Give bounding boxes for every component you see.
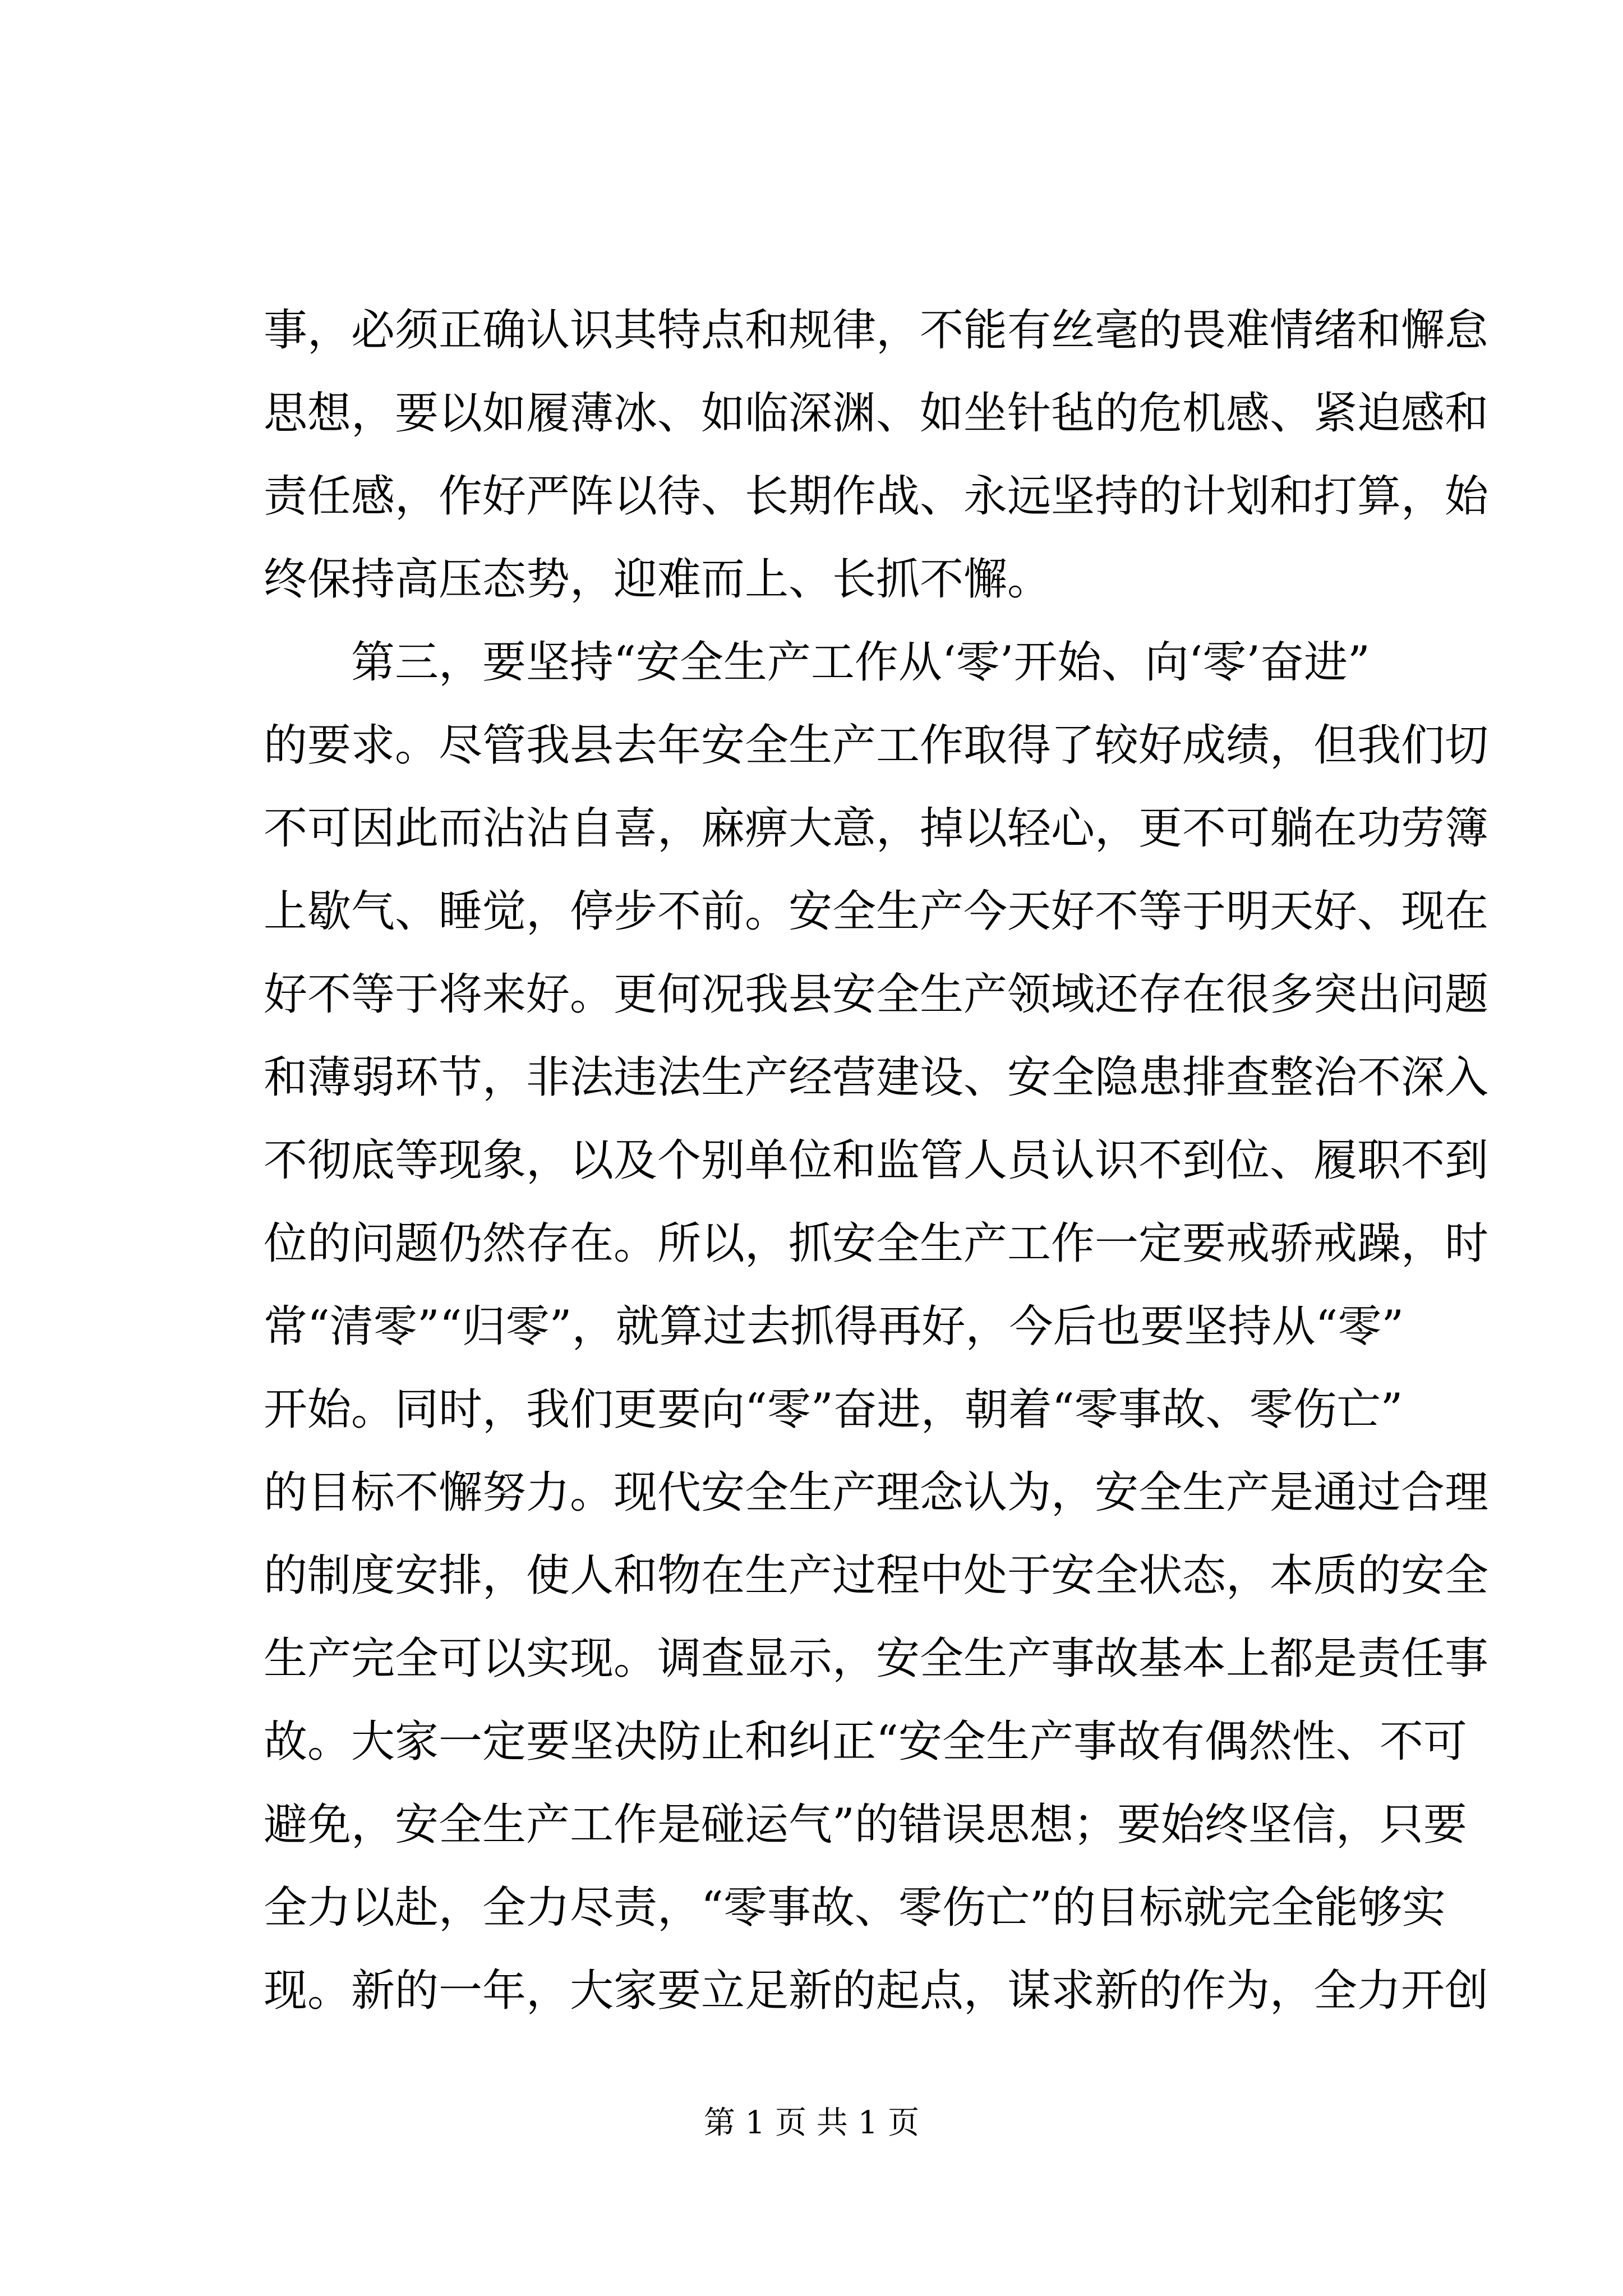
text-line: 终保持高压态势，迎难而上、长抓不懈。 [264,554,1052,605]
text-line: 现。新的一年，大家要立足新的起点，谋求新的作为，全力开创 [264,1966,1489,2016]
text-line: 故。大家一定要坚决防止和纠正“安全生产事故有偶然性、不可 [264,1717,1467,1767]
page-number-label: 第 1 页 共 1 页 [703,2105,920,2141]
text-line: 的制度安排，使人和物在生产过程中处于安全状态，本质的安全 [264,1550,1489,1601]
text-line: 位的问题仍然存在。所以，抓安全生产工作一定要戒骄戒躁，时 [264,1218,1489,1269]
text-line: 不可因此而沾沾自喜，麻痹大意，掉以轻心，更不可躺在功劳簿 [264,803,1489,854]
text-line: 好不等于将来好。更何况我县安全生产领域还存在很多突出问题 [264,969,1489,1020]
body-text [264,289,1489,2032]
text-line: 第三，要坚持“安全生产工作从‘零’开始、向‘零’奋进” [264,637,1370,688]
text-line: 生产完全可以实现。调查显示，安全生产事故基本上都是责任事 [264,1634,1489,1684]
text-line: 常“清零”“归零”，就算过去抓得再好，今后也要坚持从“零” [264,1301,1404,1352]
text-line: 不彻底等现象，以及个别单位和监管人员认识不到位、履职不到 [264,1135,1489,1186]
text-line: 责任感，作好严阵以待、长期作战、永远坚持的计划和打算，始 [264,471,1489,522]
page-footer [0,2101,1623,2146]
text-line: 的目标不懈努力。现代安全生产理念认为，安全生产是通过合理 [264,1467,1489,1518]
text-line: 思想，要以如履薄冰、如临深渊、如坐针毡的危机感、紧迫感和 [264,388,1489,439]
text-line: 全力以赴，全力尽责，“零事故、零伤亡”的目标就完全能够实 [264,1883,1446,1933]
text-line: 和薄弱环节，非法违法生产经营建设、安全隐患排查整治不深入 [264,1052,1489,1103]
text-line: 的要求。尽管我县去年安全生产工作取得了较好成绩，但我们切 [264,720,1489,771]
text-line: 开始。同时，我们更要向“零”奋进，朝着“零事故、零伤亡” [264,1384,1403,1435]
text-line: 事，必须正确认识其特点和规律，不能有丝毫的畏难情绪和懈怠 [264,305,1489,356]
text-line: 上歇气、睡觉，停步不前。安全生产今天好不等于明天好、现在 [264,886,1489,937]
text-line: 避免，安全生产工作是碰运气”的错误思想；要始终坚信，只要 [264,1800,1467,1850]
